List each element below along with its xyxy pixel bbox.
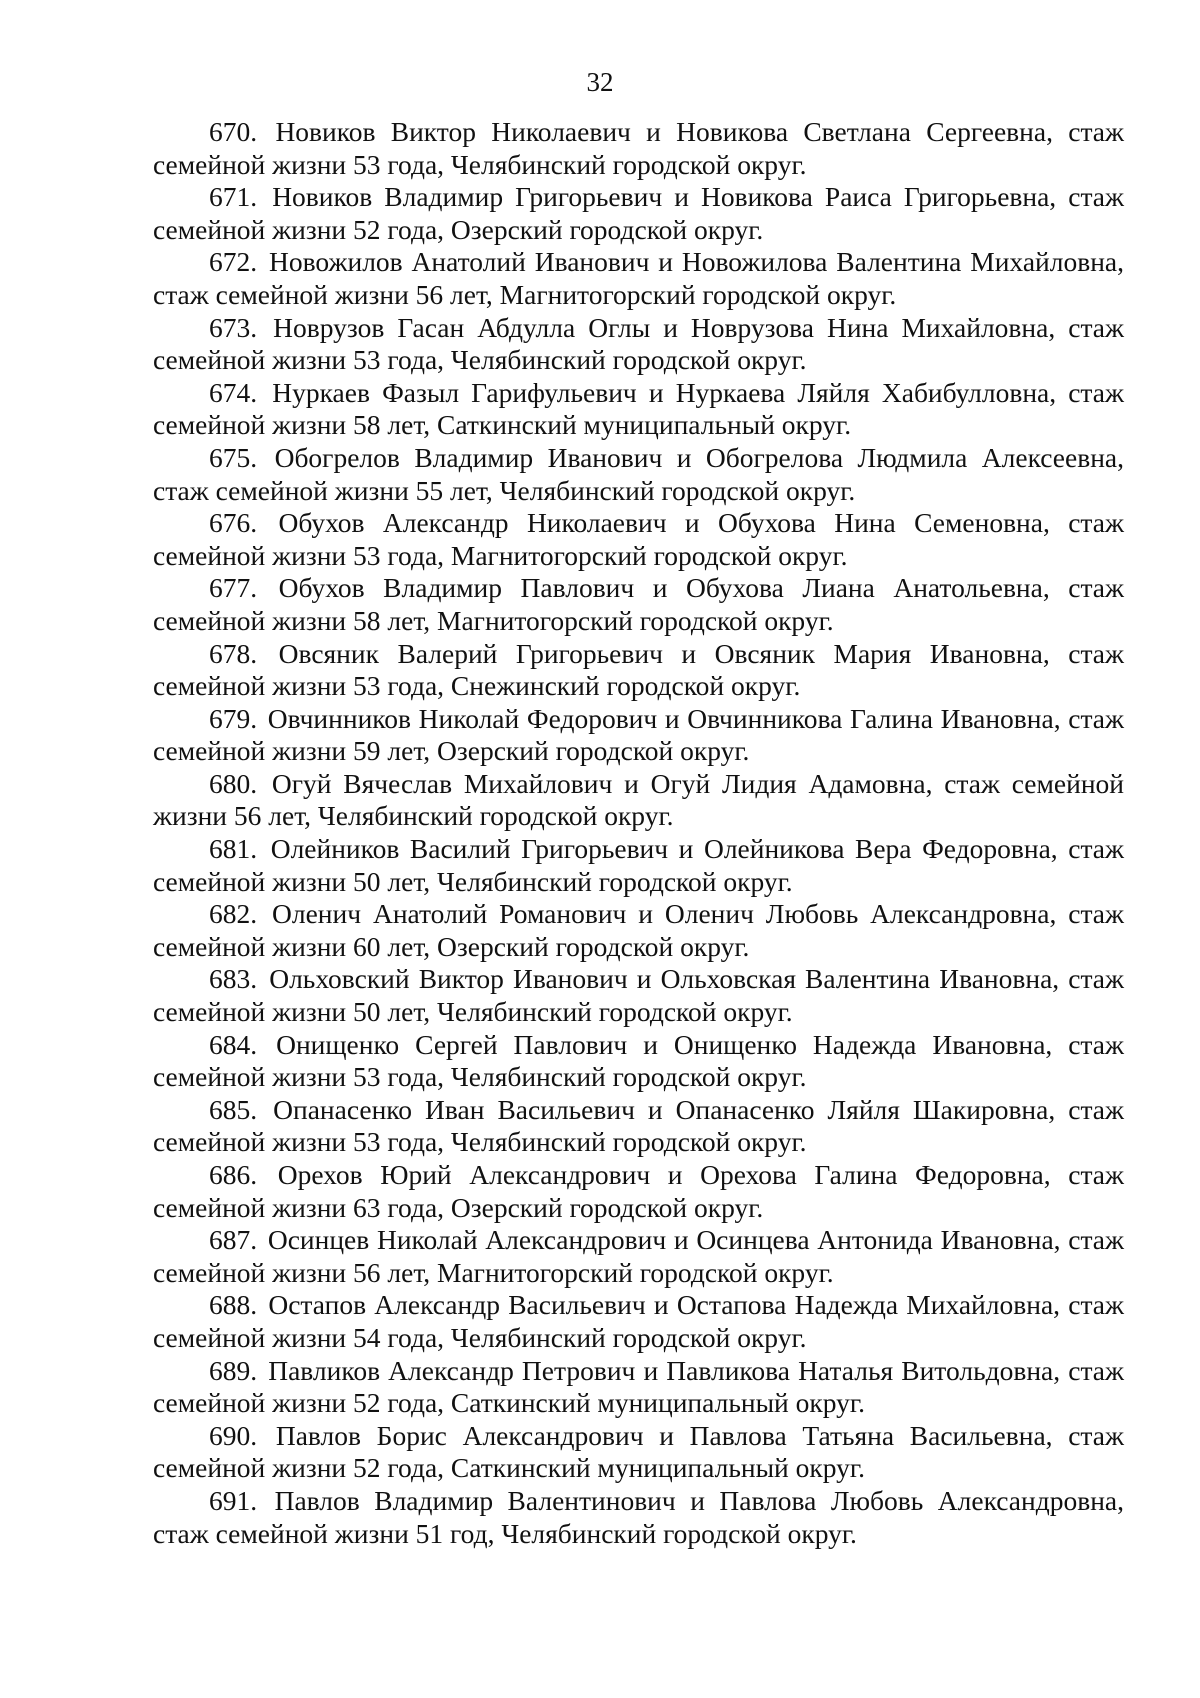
entry-number: 679.	[209, 702, 258, 734]
entry-list	[153, 116, 1124, 1550]
entry-number: 682.	[209, 898, 258, 930]
entry-number: 690.	[209, 1419, 258, 1451]
entry-text: Павликов Александр Петрович и Павликова Наталья Витольдовна, стаж семейной жизни 52 года, Саткинский муниципальный округ.	[153, 1354, 1125, 1419]
list-item	[153, 1094, 1124, 1159]
list-item	[153, 768, 1124, 833]
list-item	[153, 1485, 1124, 1550]
list-item	[153, 181, 1124, 246]
entry-number: 686.	[209, 1159, 258, 1190]
list-item	[153, 1224, 1124, 1289]
entry-number: 689.	[209, 1354, 258, 1386]
entry-number: 672.	[209, 246, 258, 278]
list-item	[153, 572, 1124, 637]
entry-text: Овсяник Валерий Григорьевич и Овсяник Мария Ивановна, стаж семейной жизни 53 года, Снежинский городской округ.	[153, 637, 1125, 702]
entry-number: 683.	[209, 963, 258, 995]
entry-text: Нуркаев Фазыл Гарифульевич и Нуркаева Ляйля Хабибулловна, стаж семейной жизни 58 лет, Саткинский муниципальный округ.	[153, 376, 1124, 441]
entry-text: Осинцев Николай Александрович и Осинцева Антонида Ивановна, стаж семейной жизни 56 лет, Магнитогорский городской округ.	[153, 1224, 1125, 1288]
entry-text: Новиков Владимир Григорьевич и Новикова Раиса Григорьевна, стаж семейной жизни 52 года, Озерский городской округ.	[153, 181, 1125, 245]
entry-text: Остапов Александр Васильевич и Остапова Надежда Михайловна, стаж семейной жизни 54 года, Челябинский городской округ.	[153, 1289, 1125, 1353]
list-item	[153, 898, 1124, 963]
list-item	[153, 442, 1124, 507]
entry-text: Новиков Виктор Николаевич и Новикова Светлана Сергеевна, стаж семейной жизни 53 года, Челябинский городской округ.	[153, 116, 1125, 180]
entry-text: Онищенко Сергей Павлович и Онищенко Надежда Ивановна, стаж семейной жизни 53 года, Челябинский городской округ.	[153, 1028, 1124, 1093]
entry-number: 687.	[209, 1224, 258, 1256]
entry-number: 673.	[209, 311, 258, 343]
entry-text: Олейников Василий Григорьевич и Олейникова Вера Федоровна, стаж семейной жизни 50 лет, Челябинский городской округ.	[153, 833, 1125, 897]
list-item	[153, 246, 1124, 311]
list-item	[153, 1159, 1124, 1224]
list-item	[153, 638, 1124, 703]
entry-number: 680.	[209, 767, 258, 799]
list-item	[153, 1029, 1124, 1094]
entry-text: Обухов Александр Николаевич и Обухова Нина Семеновна, стаж семейной жизни 53 года, Магнитогорский городской округ.	[153, 507, 1124, 571]
page-number: 32	[586, 67, 614, 97]
list-item	[153, 963, 1124, 1028]
list-item	[153, 1355, 1124, 1420]
list-item	[153, 507, 1124, 572]
list-item	[153, 1289, 1124, 1354]
entry-text: Ольховский Виктор Иванович и Ольховская Валентина Ивановна, стаж семейной жизни 50 лет, Челябинский городской округ.	[153, 963, 1125, 1028]
entry-text: Огуй Вячеслав Михайлович и Огуй Лидия Адамовна, стаж семейной жизни 56 лет, Челябинский городской округ.	[153, 767, 1124, 832]
entry-text: Павлов Борис Александрович и Павлова Татьяна Васильевна, стаж семейной жизни 52 года, Саткинский муниципальный округ.	[153, 1419, 1124, 1484]
entry-number: 678.	[209, 637, 258, 669]
entry-number: 676.	[209, 507, 258, 539]
list-item	[153, 1420, 1124, 1485]
list-item	[153, 377, 1124, 442]
entry-text: Обухов Владимир Павлович и Обухова Лиана Анатольевна, стаж семейной жизни 58 лет, Магнитогорский городской округ.	[153, 572, 1125, 636]
entry-text: Овчинников Николай Федорович и Овчинникова Галина Ивановна, стаж семейной жизни 59 лет, Озерский городской округ.	[153, 702, 1125, 767]
entry-text: Оленич Анатолий Романович и Оленич Любовь Александровна, стаж семейной жизни 60 лет, Озерский городской округ.	[153, 898, 1125, 962]
entry-number: 684.	[209, 1028, 258, 1060]
list-item	[153, 312, 1124, 377]
entry-number: 688.	[209, 1289, 258, 1321]
entry-number: 675.	[209, 441, 258, 473]
entry-text: Обогрелов Владимир Иванович и Обогрелова Людмила Алексеевна, стаж семейной жизни 55 лет, Челябинский городской округ.	[153, 441, 1124, 506]
entry-text: Новожилов Анатолий Иванович и Новожилова Валентина Михайловна, стаж семейной жизни 56 лет, Магнитогорский городской округ.	[153, 246, 1124, 310]
entry-text: Орехов Юрий Александрович и Орехова Галина Федоровна, стаж семейной жизни 63 года, Озерский городской округ.	[153, 1159, 1124, 1223]
list-item	[153, 116, 1124, 181]
entry-number: 677.	[209, 572, 258, 604]
entry-number: 674.	[209, 376, 258, 408]
entry-text: Павлов Владимир Валентинович и Павлова Любовь Александровна, стаж семейной жизни 51 год, Челябинский городской округ.	[153, 1484, 1124, 1549]
list-item	[153, 703, 1124, 768]
entry-text: Опанасенко Иван Васильевич и Опанасенко Ляйля Шакировна, стаж семейной жизни 53 года, Челябинский городской округ.	[153, 1093, 1125, 1158]
list-item	[153, 833, 1124, 898]
entry-number: 691.	[209, 1484, 258, 1516]
entry-number: 671.	[209, 181, 258, 213]
entry-number: 670.	[209, 116, 258, 147]
entry-number: 681.	[209, 833, 258, 865]
entry-number: 685.	[209, 1093, 258, 1125]
entry-text: Новрузов Гасан Абдулла Оглы и Новрузова Нина Михайловна, стаж семейной жизни 53 года, Челябинский городской округ.	[153, 311, 1124, 376]
